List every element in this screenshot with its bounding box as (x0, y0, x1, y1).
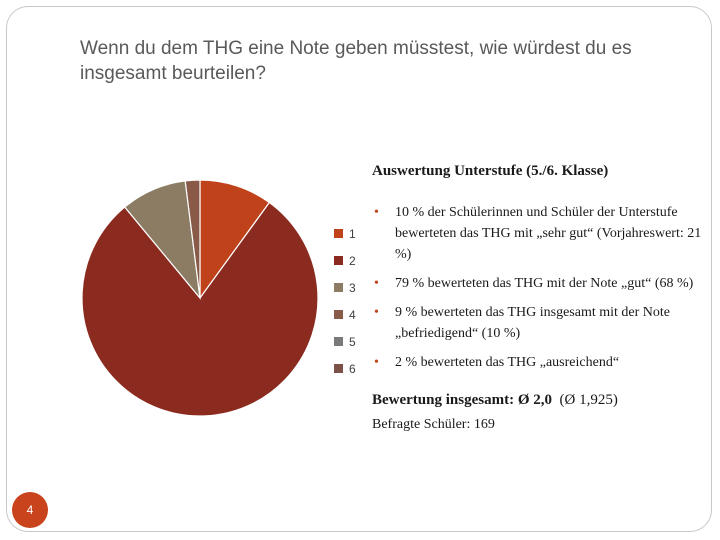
page-number-badge (12, 492, 48, 528)
bullet-icon: • (374, 276, 379, 291)
overall-rating-value: Bewertung insgesamt: Ø 2,0 (372, 392, 552, 408)
panel-heading: Auswertung Unterstufe (5./6. Klasse) (372, 163, 609, 179)
legend-label-1: 1 (349, 226, 356, 241)
chart-legend (334, 220, 374, 382)
respondent-count: Befragte Schüler: 169 (372, 417, 495, 432)
legend-item-6 (334, 355, 374, 382)
slide-title (80, 36, 680, 86)
legend-swatch-3 (334, 283, 343, 292)
bullet-text-1: 10 % der Schülerinnen und Schüler der Unterstufe bewerteten das THG mit „sehr gut“ (Vorjahreswert: 21 %) (395, 205, 702, 262)
legend-item-1 (334, 220, 374, 247)
title-line-2: insgesamt beurteilen? (80, 63, 266, 84)
legend-label-6: 6 (349, 361, 356, 376)
legend-item-2 (334, 247, 374, 274)
legend-swatch-2 (334, 256, 343, 265)
title-line-1: Wenn du dem THG eine Note geben müsstest, wie würdest du es (80, 38, 632, 59)
overall-rating (372, 392, 702, 409)
legend-item-4 (334, 301, 374, 328)
legend-item-5 (334, 328, 374, 355)
legend-swatch-4 (334, 310, 343, 319)
bullet-text-3: 9 % bewerteten das THG insgesamt mit der Note „befriedigend“ (10 %) (395, 305, 671, 341)
legend-label-2: 2 (349, 253, 356, 268)
bullet-item-4 (372, 352, 702, 373)
evaluation-panel (372, 158, 702, 433)
legend-swatch-5 (334, 337, 343, 346)
pie-chart (80, 178, 320, 418)
overall-rating-previous: (Ø 1,925) (559, 392, 618, 408)
legend-swatch-6 (334, 364, 343, 373)
bullet-item-3 (372, 302, 702, 344)
bullet-icon: • (374, 305, 379, 320)
legend-label-4: 4 (349, 307, 356, 322)
legend-swatch-1 (334, 229, 343, 238)
bullet-icon: • (374, 205, 379, 220)
legend-label-3: 3 (349, 280, 356, 295)
bullet-text-4: 2 % bewerteten das THG „ausreichend“ (395, 355, 620, 370)
bullet-list (372, 202, 702, 373)
bullet-icon: • (374, 355, 379, 370)
bullet-item-2 (372, 273, 702, 294)
legend-item-3 (334, 274, 374, 301)
bullet-text-2: 79 % bewerteten das THG mit der Note „gut“ (68 %) (395, 276, 694, 291)
legend-label-5: 5 (349, 334, 356, 349)
bullet-item-1 (372, 202, 702, 265)
page-number: 4 (26, 503, 34, 517)
